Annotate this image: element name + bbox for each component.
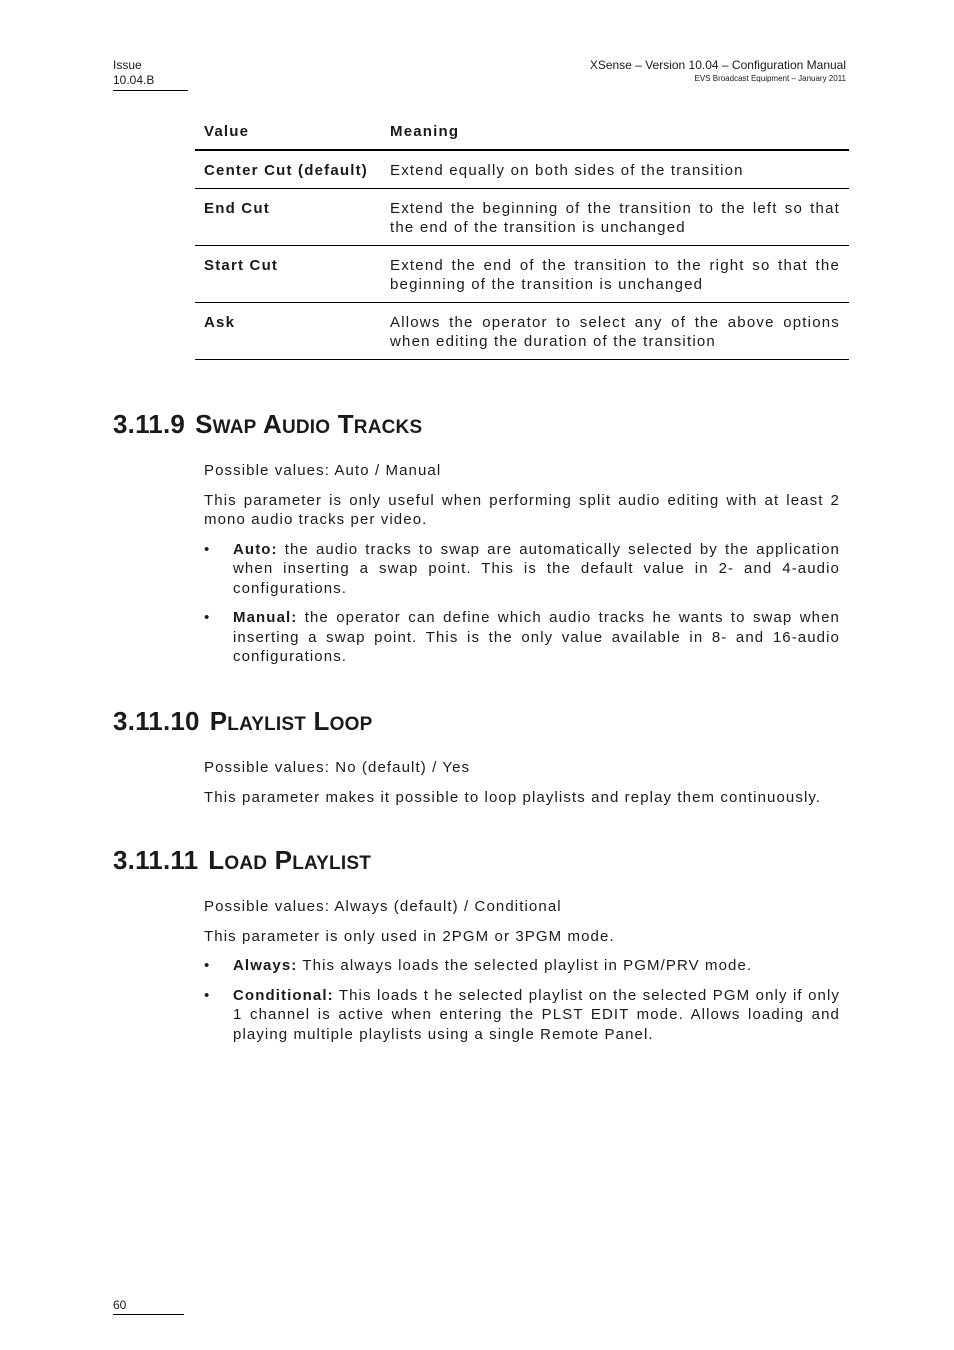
section-number: 3.11.11	[113, 845, 199, 875]
list-item	[204, 986, 840, 1045]
option-text: the audio tracks to swap are automatically selected by the application when inserting a swap point. This is the default value in 2- and 4-audio configurations.	[233, 540, 840, 597]
title-initial: P	[209, 706, 228, 736]
table-header-row	[195, 113, 849, 150]
issue-label: Issue	[113, 58, 142, 72]
table-row	[195, 302, 849, 359]
title-smallcaps: UDIO	[281, 417, 331, 438]
option-term: Manual:	[233, 609, 298, 626]
row-value: Start Cut	[195, 245, 381, 302]
title-initial: P	[274, 845, 293, 875]
possible-values: Possible values: Always (default) / Conditional	[204, 898, 562, 915]
option-term: Auto:	[233, 540, 278, 558]
row-value: Ask	[195, 302, 381, 359]
title-smallcaps: WAP	[212, 417, 257, 438]
section-heading-playlist-loop	[113, 706, 372, 737]
title-initial: L	[208, 845, 225, 875]
column-header-value: Value	[195, 113, 381, 150]
list-item	[204, 956, 840, 976]
table-row	[195, 245, 849, 302]
title-smallcaps: LAYLIST	[292, 853, 372, 874]
section-body-playlist-loop	[204, 758, 840, 817]
option-text: the operator can define which audio tracks he wants to swap when inserting a swap point. This is the only value available in 8- and 16-audio configurations.	[233, 609, 840, 665]
table-row	[195, 188, 849, 245]
bullet-icon: •	[204, 957, 211, 974]
title-smallcaps: LAYLIST	[227, 714, 307, 735]
option-list	[204, 956, 840, 1044]
list-item	[204, 608, 840, 667]
row-value: End Cut	[195, 188, 381, 245]
possible-values: Possible values: Auto / Manual	[204, 462, 442, 479]
section-number: 3.11.9	[113, 409, 186, 439]
section-number: 3.11.10	[113, 706, 200, 736]
company-line: EVS Broadcast Equipment – January 2011	[694, 74, 846, 83]
document-header	[590, 58, 846, 84]
option-text: This always loads the selected playlist in PGM/PRV mode.	[297, 957, 753, 974]
issue-block	[113, 58, 188, 91]
row-meaning: Extend the beginning of the transition to the left so that the end of the transition is unchanged	[381, 188, 849, 245]
title-smallcaps: OAD	[224, 853, 268, 874]
section-body-load-playlist	[204, 897, 840, 1054]
section-heading-load-playlist	[113, 845, 371, 876]
bullet-icon: •	[204, 986, 211, 1004]
title-initial: A	[262, 409, 282, 439]
row-meaning: Extend the end of the transition to the right so that the beginning of the transition is unchanged	[381, 245, 849, 302]
title-initial: S	[195, 409, 213, 439]
section-description: This parameter is only used in 2PGM or 3PGM mode.	[204, 927, 615, 945]
column-header-meaning: Meaning	[381, 113, 849, 150]
row-meaning: Allows the operator to select any of the above options when editing the duration of the transition	[381, 302, 849, 359]
section-body-swap-audio-tracks	[204, 461, 840, 677]
manual-title: XSense – Version 10.04 – Configuration Manual	[589, 58, 846, 72]
section-heading-swap-audio-tracks	[113, 409, 422, 440]
issue-number: 10.04.B	[113, 73, 155, 87]
bullet-icon: •	[204, 609, 211, 626]
table-row	[195, 150, 849, 188]
title-initial: T	[337, 409, 354, 439]
section-description: This parameter is only useful when performing split audio editing with at least 2 mono audio tracks per video.	[204, 491, 840, 528]
transition-values-table	[195, 113, 849, 360]
row-value: Center Cut (default)	[195, 150, 381, 188]
title-smallcaps: OOP	[329, 714, 373, 735]
title-smallcaps: RACKS	[353, 417, 423, 438]
possible-values: Possible values: No (default) / Yes	[204, 759, 471, 776]
page-number: 60	[113, 1298, 184, 1315]
row-meaning: Extend equally on both sides of the transition	[381, 150, 849, 188]
list-item	[204, 540, 840, 599]
section-description: This parameter makes it possible to loop playlists and replay them continuously.	[204, 788, 822, 806]
option-term: Always:	[233, 957, 298, 974]
option-list	[204, 540, 840, 667]
title-initial: L	[313, 706, 330, 736]
option-text: This loads t he selected playlist on the selected PGM only if only 1 channel is active when entering the PLST EDIT mode. Allows loading and playing multiple playlists using a single Remote Panel.	[233, 986, 840, 1043]
option-term: Conditional:	[233, 986, 334, 1004]
bullet-icon: •	[204, 540, 211, 558]
